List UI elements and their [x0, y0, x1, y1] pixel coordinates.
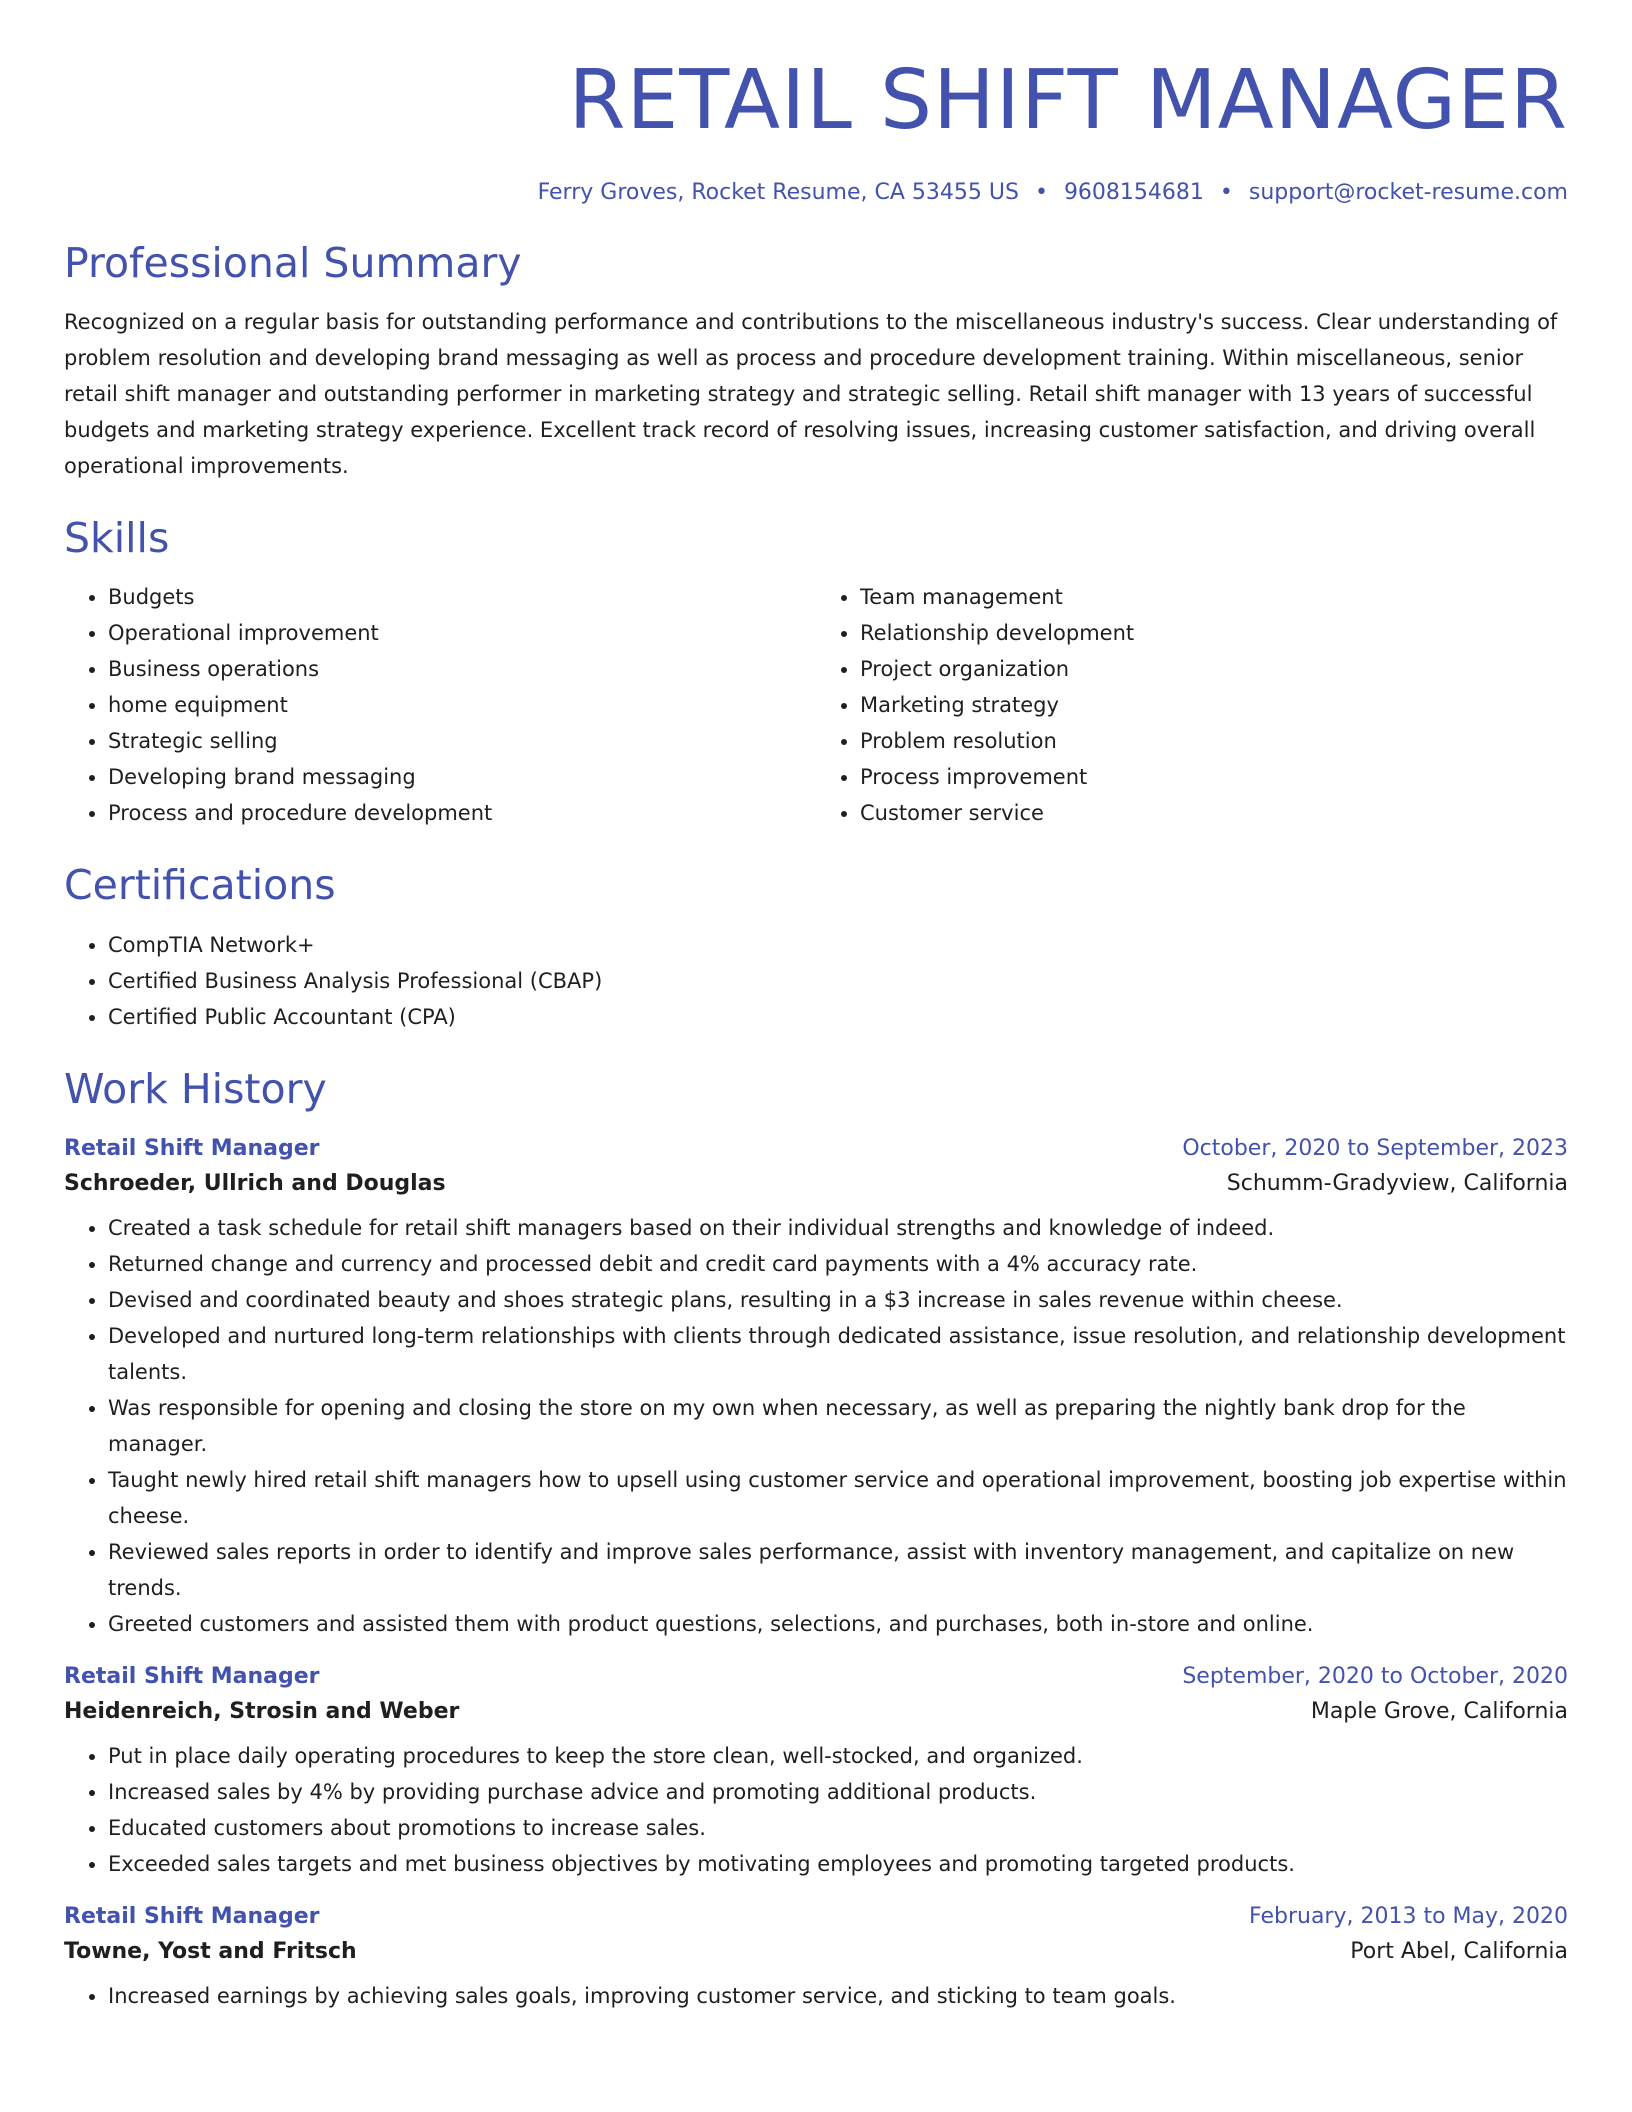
contact-line [64, 180, 1568, 205]
work-history-heading: Work History [64, 1064, 327, 1113]
work-history-section [64, 1065, 1568, 2014]
skill-item: • Business operations [108, 651, 816, 687]
skills-list-left [64, 579, 816, 831]
job-location: Maple Grove, California [1310, 1698, 1568, 1724]
job-bullet: • Taught newly hired retail shift managers how to upsell using customer service and operational improvement, boosting job expertise within cheese. [108, 1462, 1568, 1534]
skill-item: • Problem resolution [860, 723, 1568, 759]
job-bullet: • Exceeded sales targets and met business objectives by motivating employees and promoting targeted products. [108, 1846, 1568, 1882]
skill-item: • Budgets [108, 579, 816, 615]
job-bullets [64, 1978, 1568, 2014]
summary-heading: Professional Summary [64, 239, 522, 287]
job-entry [64, 1136, 1568, 1642]
job-bullets [64, 1210, 1568, 1642]
job-location: Schumm-Gradyview, California [1226, 1170, 1568, 1196]
certification-item: • CompTIA Network+ [108, 927, 1568, 963]
job-bullet: • Devised and coordinated beauty and shoes strategic plans, resulting in a $3 increase in sales revenue within cheese. [108, 1282, 1568, 1318]
contact-phone: 9608154681 [1063, 180, 1204, 205]
job-bullet: • Was responsible for opening and closing the store on my own when necessary, as well as preparing the nightly bank drop for the manager. [108, 1390, 1568, 1462]
contact-separator: • [1034, 180, 1048, 205]
contact-email: support@rocket-resume.com [1248, 180, 1568, 205]
job-bullet: • Created a task schedule for retail shift managers based on their individual strengths and knowledge of indeed. [108, 1210, 1568, 1246]
skills-grid [64, 563, 1568, 831]
job-title: Retail Shift Manager [64, 1663, 320, 1689]
job-bullet: • Reviewed sales reports in order to identify and improve sales performance, assist with inventory management, and capitalize on new trends. [108, 1534, 1568, 1606]
job-bullet: • Developed and nurtured long-term relationships with clients through dedicated assistance, issue resolution, and relationship development talents. [108, 1318, 1568, 1390]
contact-separator: • [1219, 180, 1233, 205]
skills-heading: Skills [64, 514, 170, 563]
skill-item: • Customer service [860, 795, 1568, 831]
job-dates: September, 2020 to October, 2020 [1182, 1663, 1568, 1689]
job-dates: February, 2013 to May, 2020 [1249, 1903, 1568, 1929]
contact-address: Ferry Groves, Rocket Resume, CA 53455 US [537, 180, 1019, 205]
job-company: Schroeder, Ullrich and Douglas [64, 1170, 446, 1196]
job-bullets [64, 1738, 1568, 1882]
job-bullet: • Increased earnings by achieving sales goals, improving customer service, and sticking to team goals. [108, 1978, 1568, 2014]
job-dates: October, 2020 to September, 2023 [1182, 1135, 1568, 1161]
skill-item: • Relationship development [860, 615, 1568, 651]
job-company: Heidenreich, Strosin and Weber [64, 1698, 460, 1724]
skill-item: • Process and procedure development [108, 795, 816, 831]
skill-item: • Project organization [860, 651, 1568, 687]
job-bullet: • Increased sales by 4% by providing purchase advice and promoting additional products. [108, 1774, 1568, 1810]
job-bullet: • Put in place daily operating procedures to keep the store clean, well-stocked, and organized. [108, 1738, 1568, 1774]
skill-item: • Strategic selling [108, 723, 816, 759]
summary-text: Recognized on a regular basis for outstanding performance and contributions to the miscellaneous industry's success. Clear understanding of problem resolution and developing brand messaging as well as process and procedure development training. Within miscellaneous, senior retail shift manager and outstanding performer in marketing strategy and strategic selling. Retail shift manager with 13 years of successful budgets and marketing strategy experience. Excellent track record of resolving issues, increasing customer satisfaction, and driving overall operational improvements. [64, 310, 1558, 479]
skills-section [64, 514, 1568, 831]
skill-item: • home equipment [108, 687, 816, 723]
certifications-section [64, 861, 1568, 1034]
certification-item: • Certified Public Accountant (CPA) [108, 999, 1568, 1035]
job-entry [64, 1904, 1568, 2014]
job-title: Retail Shift Manager [64, 1135, 320, 1161]
skills-list-right [816, 579, 1568, 831]
certification-item: • Certified Business Analysis Professional (CBAP) [108, 963, 1568, 999]
certifications-list [64, 927, 1568, 1035]
job-bullet: • Returned change and currency and processed debit and credit card payments with a 4% accuracy rate. [108, 1246, 1568, 1282]
job-entry [64, 1664, 1568, 1882]
skill-item: • Marketing strategy [860, 687, 1568, 723]
certifications-heading: Certifications [64, 861, 336, 910]
skill-item: • Process improvement [860, 759, 1568, 795]
job-company: Towne, Yost and Fritsch [64, 1938, 357, 1964]
job-location: Port Abel, California [1350, 1938, 1568, 1964]
skill-item: • Developing brand messaging [108, 759, 816, 795]
skill-item: • Operational improvement [108, 615, 816, 651]
job-bullet: • Greeted customers and assisted them with product questions, selections, and purchases, both in-store and online. [108, 1606, 1568, 1642]
resume-title: RETAIL SHIFT MANAGER [568, 53, 1568, 148]
job-title: Retail Shift Manager [64, 1903, 320, 1929]
skill-item: • Team management [860, 579, 1568, 615]
job-bullet: • Educated customers about promotions to increase sales. [108, 1810, 1568, 1846]
